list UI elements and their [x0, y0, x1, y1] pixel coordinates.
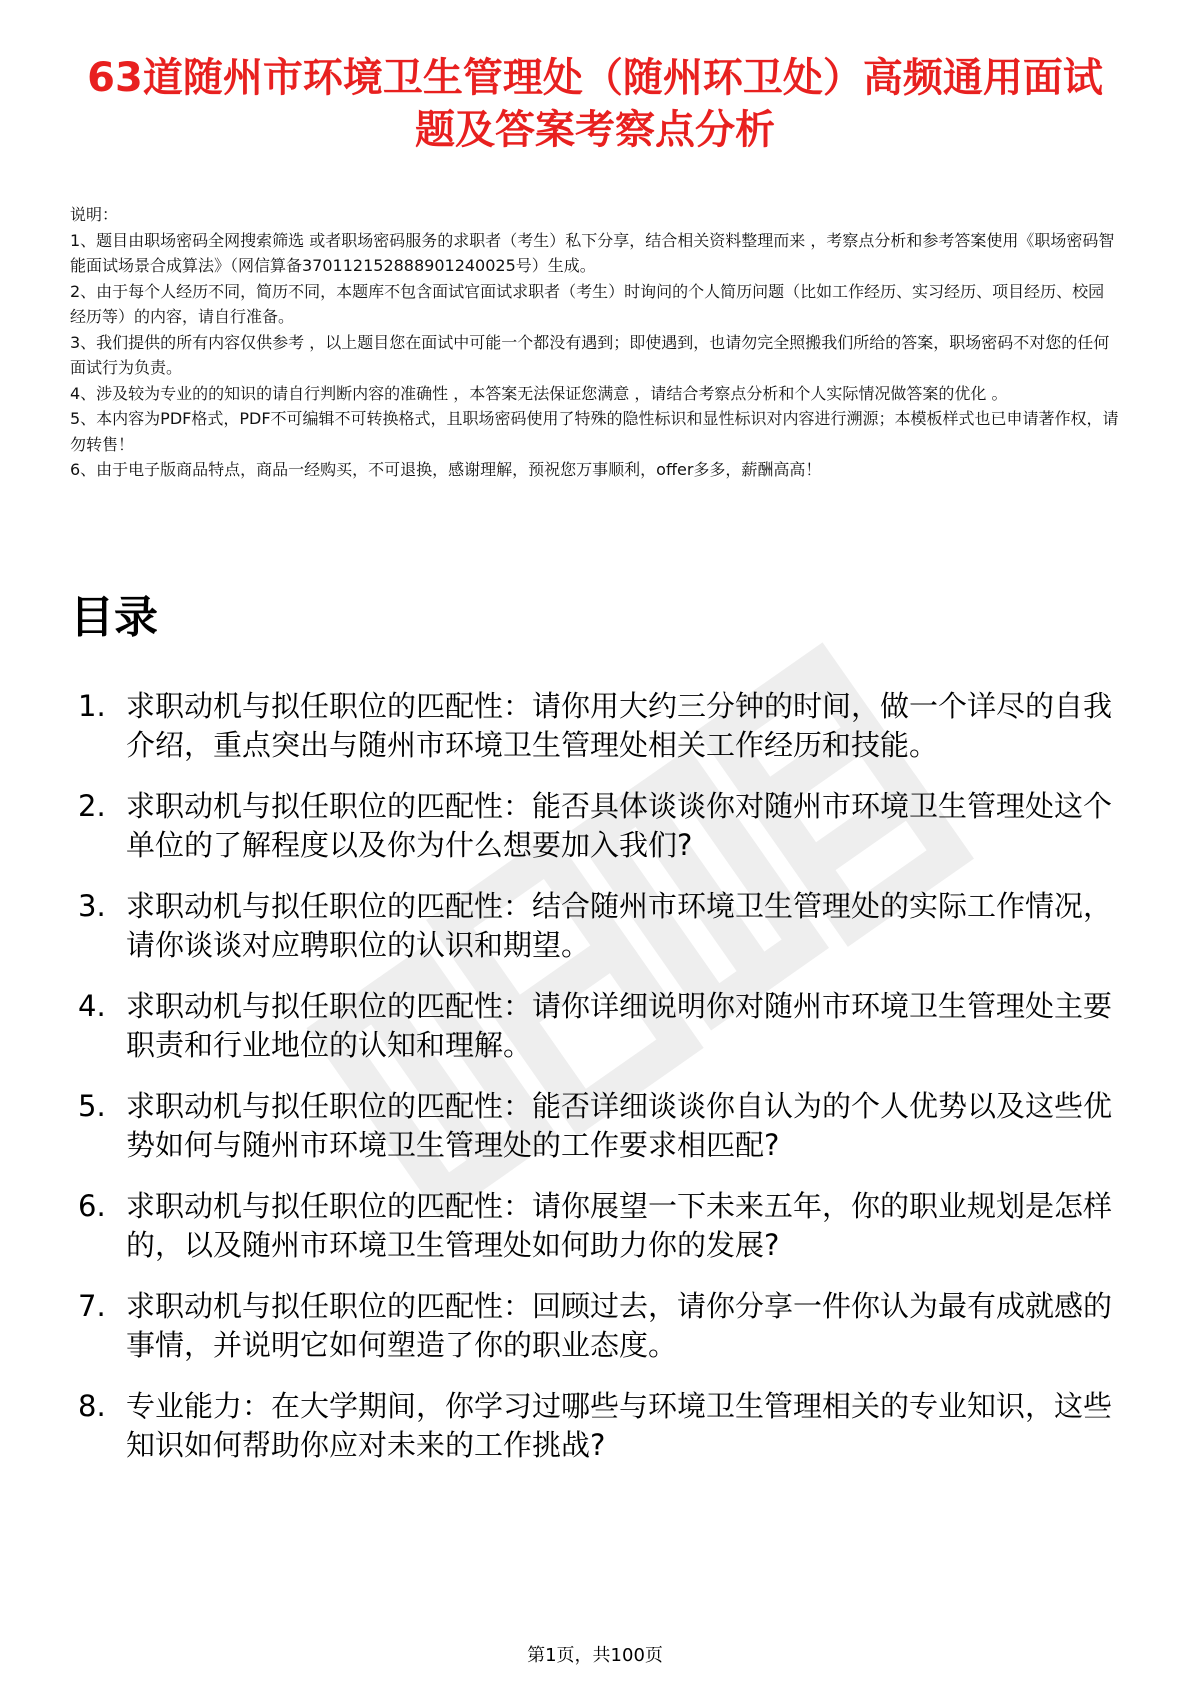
instruction-item: 3、我们提供的所有内容仅供参考 ，以上题目您在面试中可能一个都没有遇到；即使遇到，也请勿完全照搬我们所给的答案，职场密码不对您的任何面试行为负责。: [70, 332, 1110, 377]
toc-item-number: 7.: [78, 1289, 106, 1323]
toc-item-number: 1.: [78, 689, 106, 723]
toc-item-text: 求职动机与拟任职位的匹配性：能否具体谈谈你对随州市环境卫生管理处这个单位的了解程度以及你为什么想要加入我们?: [126, 789, 1113, 862]
toc-item[interactable]: [78, 887, 1118, 965]
instructions-heading: 说明：: [70, 205, 119, 224]
toc-heading: 目录: [70, 592, 158, 643]
document-title: 63道随州市环境卫生管理处（随州环卫处）高频通用面试题及答案考察点分析: [87, 55, 1103, 153]
toc-item-number: 3.: [78, 889, 106, 923]
toc-item[interactable]: [78, 787, 1118, 865]
toc-item-text: 求职动机与拟任职位的匹配性：请你详细说明你对随州市环境卫生管理处主要职责和行业地位的认知和理解。: [126, 989, 1113, 1062]
instruction-item: 4、涉及较为专业的的知识的请自行判断内容的准确性 ，本答案无法保证您满意 ，请结合考察点分析和个人实际情况做答案的优化 。: [70, 383, 1008, 403]
toc-item-text: 求职动机与拟任职位的匹配性：请你展望一下未来五年，你的职业规划是怎样的，以及随州市环境卫生管理处如何助力你的发展?: [126, 1189, 1113, 1262]
toc-item-text: 求职动机与拟任职位的匹配性：能否详细谈谈你自认为的个人优势以及这些优势如何与随州市环境卫生管理处的工作要求相匹配?: [126, 1089, 1113, 1162]
toc-item[interactable]: [78, 1187, 1118, 1265]
toc-item-text: 求职动机与拟任职位的匹配性：回顾过去，请你分享一件你认为最有成就感的事情，并说明它如何塑造了你的职业态度。: [126, 1289, 1113, 1362]
toc-item-number: 6.: [78, 1189, 106, 1223]
toc-item-number: 2.: [78, 789, 106, 823]
toc-item[interactable]: [78, 1087, 1118, 1165]
page-number: 第1页，共100页: [527, 1645, 663, 1666]
toc-item[interactable]: [78, 1287, 1118, 1365]
toc-item-number: 8.: [78, 1389, 106, 1423]
instructions-section: [70, 202, 1120, 483]
toc-list: [78, 687, 1118, 1487]
toc-item[interactable]: [78, 687, 1118, 765]
toc-item-number: 5.: [78, 1089, 106, 1123]
toc-item[interactable]: [78, 1387, 1118, 1465]
toc-item-text: 专业能力：在大学期间，你学习过哪些与环境卫生管理相关的专业知识，这些知识如何帮助你应对未来的工作挑战?: [126, 1389, 1113, 1462]
toc-item-text: 求职动机与拟任职位的匹配性：结合随州市环境卫生管理处的实际工作情况，请你谈谈对应聘职位的认识和期望。: [126, 889, 1113, 962]
instruction-item: 6、由于电子版商品特点，商品一经购买，不可退换，感谢理解，预祝您万事顺利，offer多多，薪酬高高！: [70, 460, 822, 479]
instruction-item: 1、题目由职场密码全网搜索筛选 或者职场密码服务的求职者（考生）私下分享，结合相关资料整理而来 ，考察点分析和参考答案使用《职场密码智能面试场景合成算法》（网信算备370112152888901240025号）生成。: [70, 230, 1115, 275]
instruction-item: 2、由于每个人经历不同，简历不同，本题库不包含面试官面试求职者（考生）时询问的个人简历问题（比如工作经历、实习经历、项目经历、校园经历等）的内容，请自行准备。: [70, 281, 1105, 326]
toc-item-text: 求职动机与拟任职位的匹配性：请你用大约三分钟的时间，做一个详尽的自我介绍，重点突出与随州市环境卫生管理处相关工作经历和技能。: [126, 689, 1113, 762]
toc-item-number: 4.: [78, 989, 106, 1023]
instruction-item: 5、本内容为PDF格式，PDF不可编辑不可转换格式，且职场密码使用了特殊的隐性标识和显性标识对内容进行溯源；本模板样式也已申请著作权，请勿转售！: [70, 409, 1119, 454]
toc-item[interactable]: [78, 987, 1118, 1065]
